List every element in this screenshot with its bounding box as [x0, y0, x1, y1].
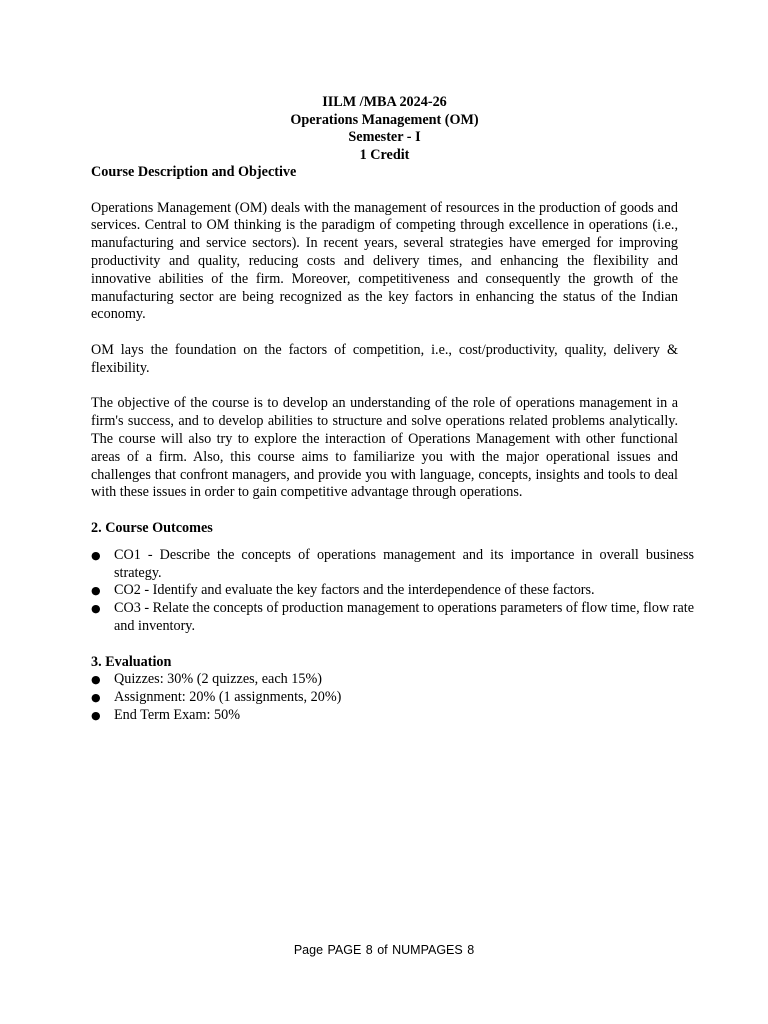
list-item: ● CO1 - Describe the concepts of operations management and its importance in overall business strategy.: [91, 546, 694, 581]
list-item: ● CO3 - Relate the concepts of production management to operations parameters of flow time, flow rate and inventory.: [91, 600, 694, 634]
bullet-icon: ●: [91, 602, 101, 616]
list-item: ● Quizzes: 30% (2 quizzes, each 15%): [91, 671, 322, 688]
header-credit: 1 Credit: [359, 146, 410, 163]
page-footer: Page PAGE 8 of NUMPAGES 8: [293, 943, 475, 957]
description-paragraph-1: Operations Management (OM) deals with the management of resources in the production of goods and services. Central to OM thinking is the paradigm of competing through excellence in operations (i.e., manufacturing and service sectors). In recent years, several strategies have emerged for improving productivity and quality, reducing costs and delivery times, and enhancing the flexibility and innovative abilities of the firm. Moreover, competitiveness and consequently the growth of the manufacturing sector are being recognized as the key factors in enhancing the status of the Indian economy.: [91, 199, 678, 323]
document-page: [91, 94, 694, 725]
header-program: IILM /MBA 2024-26: [322, 94, 447, 110]
description-paragraph-3: The objective of the course is to develop an understanding of the role of operations management in a firm's success, and to develop abilities to structure and solve operations related problems analytically. The course will also try to explore the interaction of Operations Management with other functional areas of a firm. Also, this course aims to familiarize you with the major operational issues and challenges that confront managers, and provide you with language, concepts, insights and tools to deal with these issues in order to gain competitive advantage through operations.: [91, 395, 678, 501]
evaluation-list: [91, 671, 678, 724]
header-course-title: Operations Management (OM): [290, 111, 479, 128]
course-outcomes-title: 2. Course Outcomes: [91, 519, 213, 536]
document-header: [91, 94, 678, 164]
evaluation-title: 3. Evaluation: [91, 653, 172, 670]
list-item: ● End Term Exam: 50%: [91, 706, 241, 723]
bullet-icon: ●: [91, 548, 101, 562]
bullet-icon: ●: [91, 691, 101, 705]
list-item: ● Assignment: 20% (1 assignments, 20%): [91, 689, 342, 706]
header-semester: Semester - I: [348, 129, 421, 145]
bullet-icon: ●: [91, 584, 101, 598]
bullet-icon: ●: [91, 673, 101, 687]
course-outcomes-list: [91, 546, 694, 636]
course-description-title: Course Description and Objective: [91, 164, 297, 180]
bullet-icon: ●: [91, 708, 101, 722]
description-paragraph-2: OM lays the foundation on the factors of competition, i.e., cost/productivity, quality, delivery & flexibility.: [91, 341, 678, 376]
list-item: ● CO2 - Identify and evaluate the key factors and the interdependence of these factors.: [91, 582, 595, 599]
